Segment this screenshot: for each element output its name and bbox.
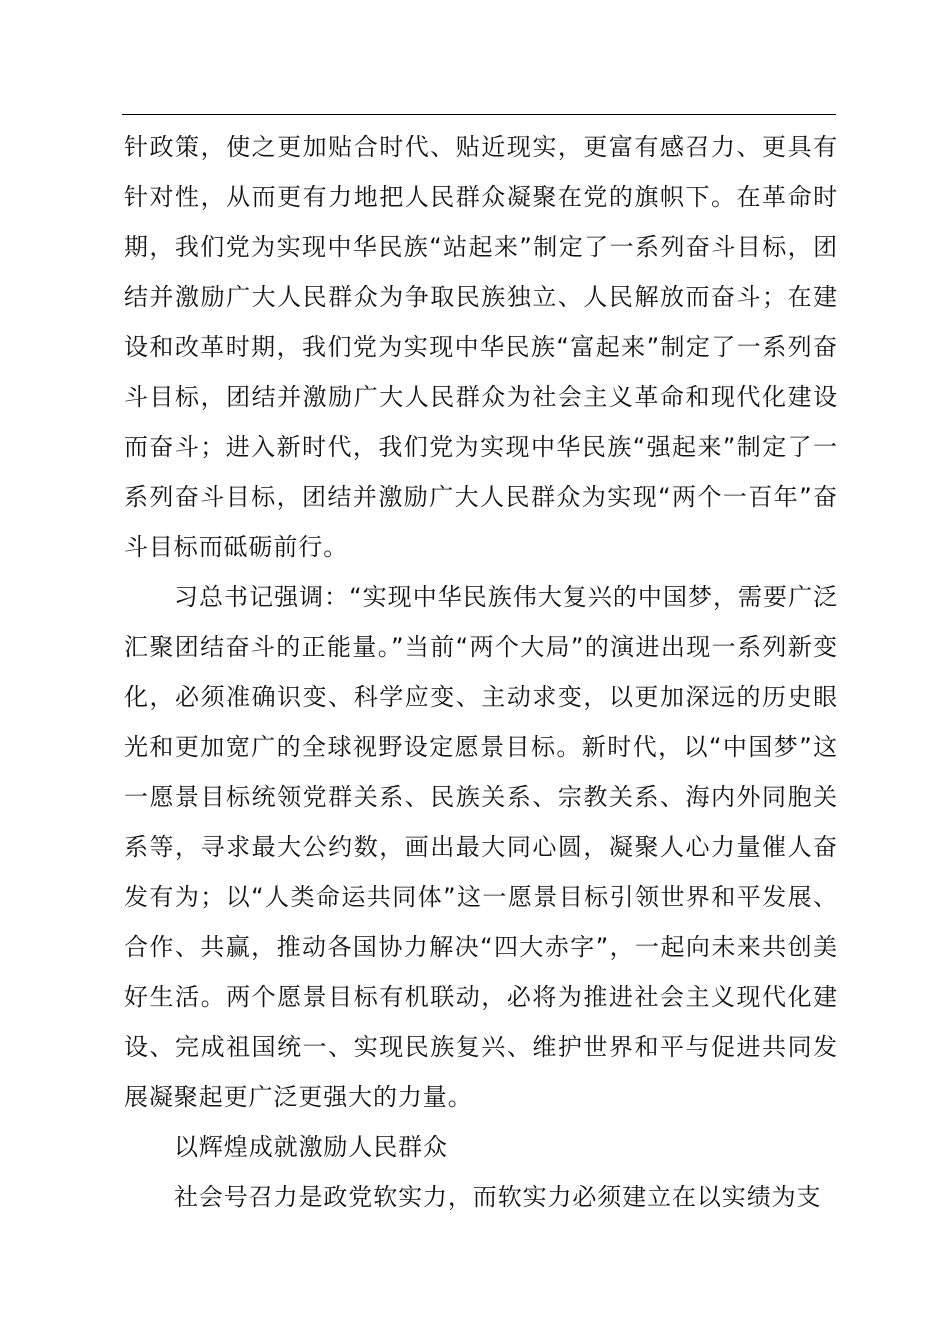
document-body: [124, 122, 838, 1222]
paragraph-3: 社会号召力是政党软实力，而软实力必须建立在以实绩为支: [174, 1183, 822, 1211]
header-rule: [122, 114, 836, 115]
section-heading: 以辉煌成就激励人民群众: [174, 1133, 448, 1161]
paragraph-2: 习总书记强调：“实现中华民族伟大复兴的中国梦，需要广泛汇聚团结奋斗的正能量。”当前“两个大局”的演进出现一系列新变化，必须准确识变、科学应变、主动求变，以更加深远的历史眼光和更加宽广的全球视野设定愿景目标。新时代，以“中国梦”这一愿景目标统领党群关系、民族关系、宗教关系、海内外同胞关系等，寻求最大公约数，画出最大同心圆，凝聚人心力量催人奋发有为；以“人类命运共同体”这一愿景目标引领世界和平发展、合作、共赢，推动各国协力解决“四大赤字”，一起向未来共创美好生活。两个愿景目标有机联动，必将为推进社会主义现代化建设、完成祖国统一、实现民族复兴、维护世界和平与促进共同发展凝聚起更广泛更强大的力量。: [124, 583, 838, 1111]
paragraph-1: 针政策，使之更加贴合时代、贴近现实，更富有感召力、更具有针对性，从而更有力地把人民群众凝聚在党的旗帜下。在革命时期，我们党为实现中华民族“站起来”制定了一系列奋斗目标，团结并激励广大人民群众为争取民族独立、人民解放而奋斗；在建设和改革时期，我们党为实现中华民族“富起来”制定了一系列奋斗目标，团结并激励广大人民群众为社会主义革命和现代化建设而奋斗；进入新时代，我们党为实现中华民族“强起来”制定了一系列奋斗目标，团结并激励广大人民群众为实现“两个一百年”奋斗目标而砥砺前行。: [124, 133, 838, 561]
